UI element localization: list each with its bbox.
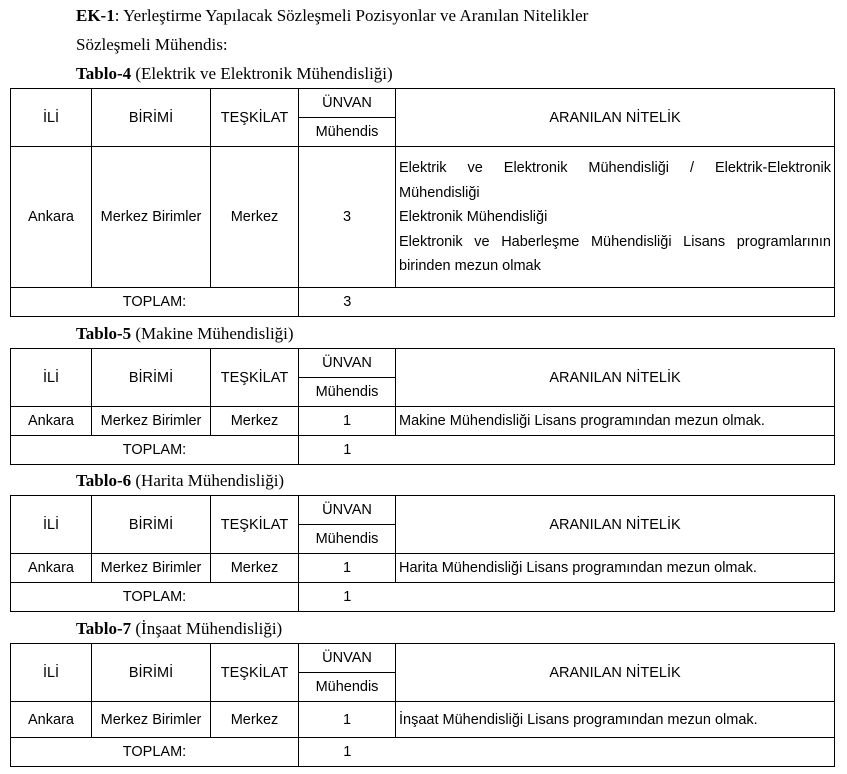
total-value: 1 bbox=[299, 583, 396, 612]
col-header-teskilat: TEŞKİLAT bbox=[211, 349, 299, 407]
total-row bbox=[11, 288, 835, 317]
table-6-title-bold: Tablo-6 bbox=[76, 471, 132, 490]
total-label: TOPLAM: bbox=[11, 436, 299, 465]
total-value: 1 bbox=[299, 738, 396, 767]
table-5-title-rest: (Makine Mühendisliği) bbox=[131, 324, 294, 343]
document-title-text: : Yerleştirme Yapılacak Sözleşmeli Pozisyonlar ve Aranılan Nitelikler bbox=[114, 6, 589, 25]
table-7 bbox=[10, 643, 835, 767]
col-header-muhendis: Mühendis bbox=[299, 525, 396, 554]
total-row bbox=[11, 436, 835, 465]
document-title-prefix: EK-1 bbox=[76, 6, 115, 25]
col-header-unvan: ÜNVAN bbox=[299, 89, 396, 118]
cell-ili: Ankara bbox=[11, 554, 92, 583]
col-header-nitelik: ARANILAN NİTELİK bbox=[396, 89, 835, 147]
col-header-ili: İLİ bbox=[11, 349, 92, 407]
cell-teskilat: Merkez bbox=[211, 702, 299, 738]
col-header-birimi: BİRİMİ bbox=[92, 349, 211, 407]
total-label: TOPLAM: bbox=[11, 288, 299, 317]
col-header-teskilat: TEŞKİLAT bbox=[211, 496, 299, 554]
total-label: TOPLAM: bbox=[11, 738, 299, 767]
table-row bbox=[11, 147, 835, 288]
cell-ili: Ankara bbox=[11, 407, 92, 436]
nitelik-line: birinden mezun olmak bbox=[399, 258, 541, 275]
table-4 bbox=[10, 88, 835, 317]
table-4-title-rest: (Elektrik ve Elektronik Mühendisliği) bbox=[131, 64, 393, 83]
total-label: TOPLAM: bbox=[11, 583, 299, 612]
cell-birimi: Merkez Birimler bbox=[92, 147, 211, 288]
col-header-muhendis: Mühendis bbox=[299, 118, 396, 147]
cell-count: 3 bbox=[299, 147, 396, 288]
cell-count: 1 bbox=[299, 554, 396, 583]
col-header-teskilat: TEŞKİLAT bbox=[211, 644, 299, 702]
table-5 bbox=[10, 348, 835, 465]
total-value: 3 bbox=[299, 288, 396, 317]
table-4-title bbox=[76, 64, 393, 84]
table-header-row bbox=[11, 496, 835, 525]
cell-ili: Ankara bbox=[11, 147, 92, 288]
table-header-row bbox=[11, 644, 835, 673]
col-header-ili: İLİ bbox=[11, 89, 92, 147]
col-header-ili: İLİ bbox=[11, 644, 92, 702]
cell-count: 1 bbox=[299, 702, 396, 738]
cell-nitelik: İnşaat Mühendisliği Lisans programından mezun olmak. bbox=[396, 702, 835, 738]
col-header-unvan: ÜNVAN bbox=[299, 349, 396, 378]
cell-nitelik bbox=[396, 147, 835, 288]
table-7-title-bold: Tablo-7 bbox=[76, 619, 132, 638]
col-header-nitelik: ARANILAN NİTELİK bbox=[396, 496, 835, 554]
nitelik-line: Elektrik ve Elektronik Mühendisliği / Elektrik-Elektronik bbox=[399, 160, 831, 177]
cell-nitelik: Makine Mühendisliği Lisans programından mezun olmak. bbox=[396, 407, 835, 436]
table-row bbox=[11, 702, 835, 738]
table-6-title-rest: (Harita Mühendisliği) bbox=[131, 471, 285, 490]
col-header-ili: İLİ bbox=[11, 496, 92, 554]
table-row bbox=[11, 407, 835, 436]
col-header-nitelik: ARANILAN NİTELİK bbox=[396, 644, 835, 702]
cell-ili: Ankara bbox=[11, 702, 92, 738]
col-header-teskilat: TEŞKİLAT bbox=[211, 89, 299, 147]
document-title bbox=[76, 6, 588, 26]
table-6-title bbox=[76, 471, 284, 491]
table-4-title-bold: Tablo-4 bbox=[76, 64, 132, 83]
cell-nitelik: Harita Mühendisliği Lisans programından mezun olmak. bbox=[396, 554, 835, 583]
col-header-muhendis: Mühendis bbox=[299, 378, 396, 407]
col-header-unvan: ÜNVAN bbox=[299, 644, 396, 673]
nitelik-line: Mühendisliği bbox=[399, 184, 480, 201]
cell-teskilat: Merkez bbox=[211, 147, 299, 288]
nitelik-line: Elektronik Mühendisliği bbox=[399, 209, 548, 226]
nitelik-line: Elektronik ve Haberleşme Mühendisliği Lisans programlarının bbox=[399, 233, 831, 250]
col-header-birimi: BİRİMİ bbox=[92, 89, 211, 147]
cell-birimi: Merkez Birimler bbox=[92, 554, 211, 583]
table-7-title bbox=[76, 619, 282, 639]
cell-teskilat: Merkez bbox=[211, 554, 299, 583]
table-5-title-bold: Tablo-5 bbox=[76, 324, 132, 343]
total-row bbox=[11, 583, 835, 612]
table-5-title bbox=[76, 324, 294, 344]
table-6 bbox=[10, 495, 835, 612]
cell-count: 1 bbox=[299, 407, 396, 436]
table-header-row bbox=[11, 89, 835, 118]
total-row bbox=[11, 738, 835, 767]
table-header-row bbox=[11, 349, 835, 378]
col-header-birimi: BİRİMİ bbox=[92, 644, 211, 702]
col-header-muhendis: Mühendis bbox=[299, 673, 396, 702]
col-header-birimi: BİRİMİ bbox=[92, 496, 211, 554]
total-value: 1 bbox=[299, 436, 396, 465]
document-subtitle: Sözleşmeli Mühendis: bbox=[76, 35, 228, 54]
table-7-title-rest: (İnşaat Mühendisliği) bbox=[131, 619, 283, 638]
table-row bbox=[11, 554, 835, 583]
cell-birimi: Merkez Birimler bbox=[92, 702, 211, 738]
col-header-unvan: ÜNVAN bbox=[299, 496, 396, 525]
col-header-nitelik: ARANILAN NİTELİK bbox=[396, 349, 835, 407]
cell-birimi: Merkez Birimler bbox=[92, 407, 211, 436]
cell-teskilat: Merkez bbox=[211, 407, 299, 436]
